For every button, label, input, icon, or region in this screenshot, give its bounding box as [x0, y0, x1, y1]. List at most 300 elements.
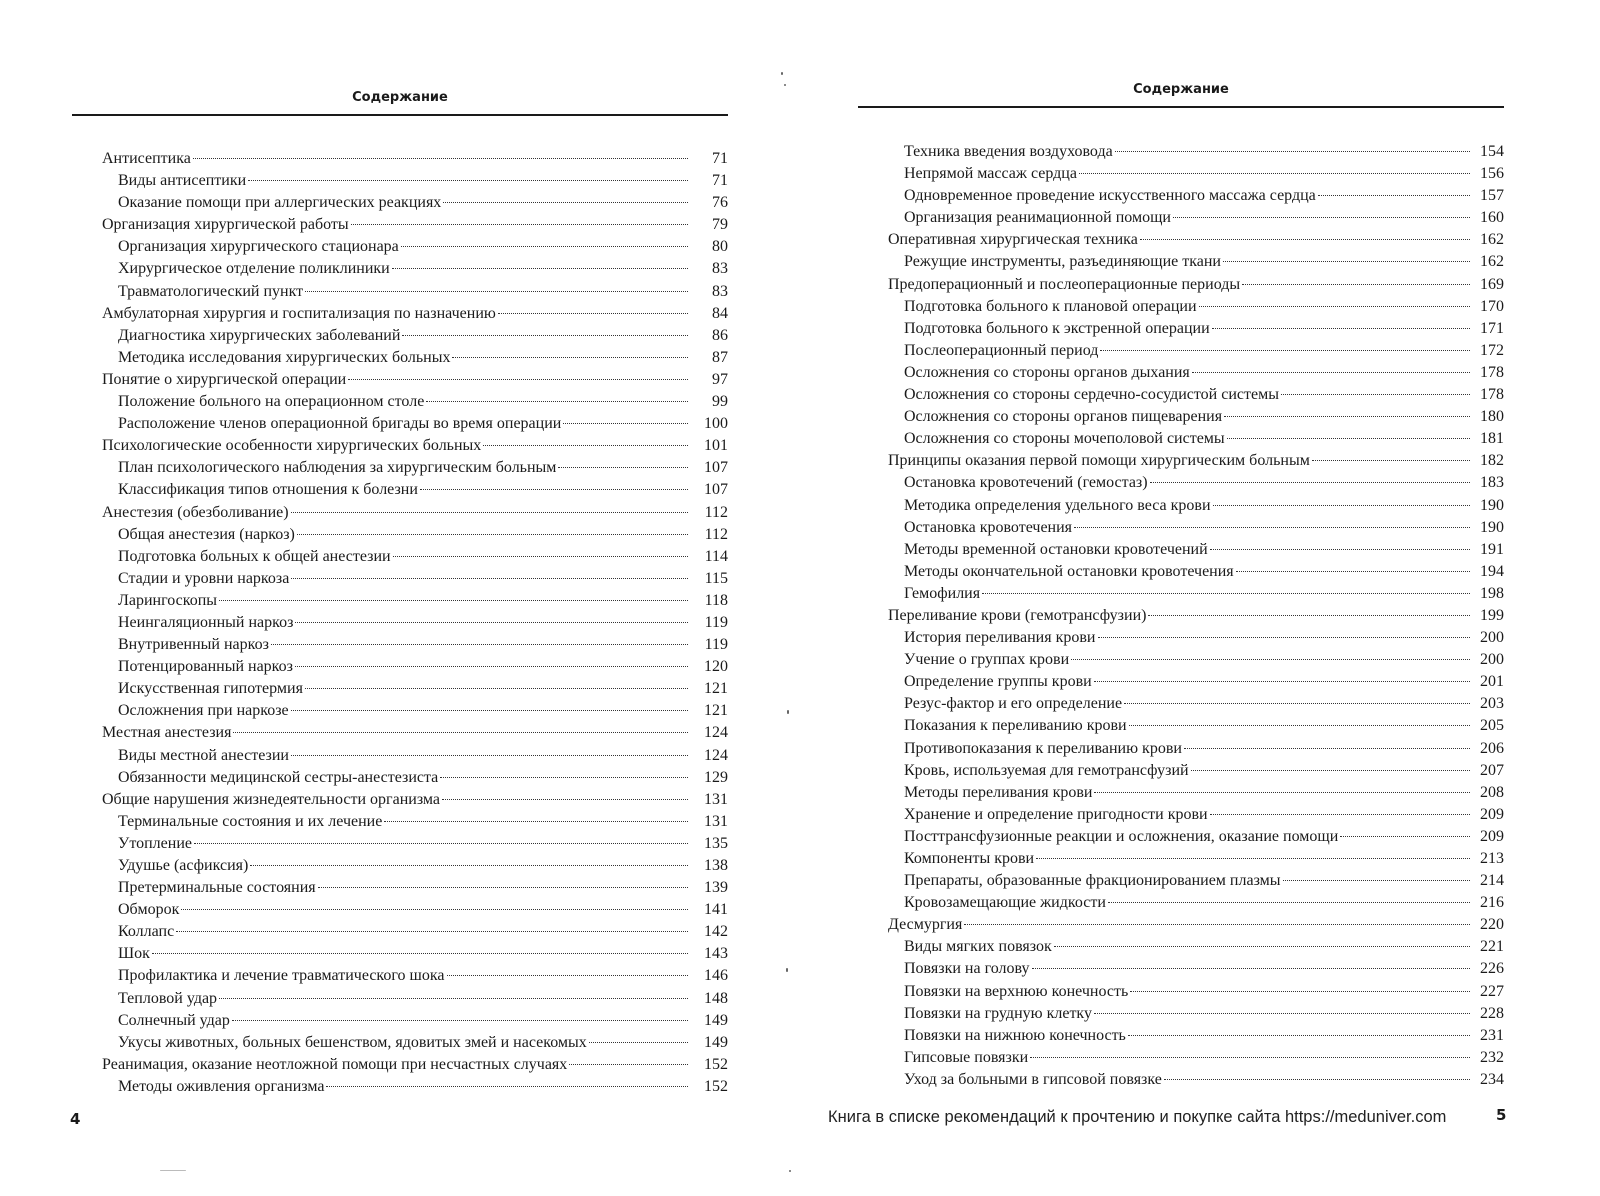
dot-leader [193, 158, 688, 159]
entry-title: Организация хирургического стационара [118, 238, 399, 256]
toc-subsection-entry [858, 406, 1504, 428]
entry-title: Оказание помощи при аллергических реакциях [118, 194, 442, 212]
dot-leader [297, 534, 688, 535]
dot-leader [181, 909, 688, 910]
toc-subsection-entry [72, 568, 728, 590]
toc-subsection-entry [72, 700, 728, 722]
toc-subsection-entry [72, 811, 728, 833]
entry-title: Методика определения удельного веса крови [904, 496, 1211, 514]
toc-subsection-entry [858, 185, 1504, 207]
toc-subsection-entry [858, 1025, 1504, 1047]
scan-speck [781, 72, 783, 75]
toc-subsection-entry [72, 347, 728, 369]
toc-subsection-entry [858, 693, 1504, 715]
entry-page-number: 203 [1480, 695, 1504, 713]
dot-leader [483, 445, 688, 446]
entry-title: Обязанности медицинской сестры-анестезиста [118, 768, 439, 786]
dot-leader [1071, 659, 1470, 660]
entry-page-number: 112 [704, 525, 728, 543]
entry-title: Резус-фактор и его определение [904, 695, 1123, 713]
toc-subsection-entry [72, 281, 728, 303]
dot-leader [401, 246, 688, 247]
entry-title: Посттрансфузионные реакции и осложнения, оказание помощи [904, 827, 1339, 845]
scan-speck [786, 968, 788, 972]
entry-title: Препараты, образованные фракционированием плазмы [904, 872, 1281, 890]
entry-title: Гипсовые повязки [904, 1048, 1029, 1066]
dot-leader [443, 202, 688, 203]
entry-page-number: 86 [712, 326, 728, 344]
entry-page-number: 205 [1480, 717, 1504, 735]
entry-title: Осложнения со стороны мочеполовой системы [904, 430, 1225, 448]
toc-subsection-entry [858, 1003, 1504, 1025]
toc-subsection-entry [858, 207, 1504, 229]
dot-leader [440, 777, 688, 778]
entry-page-number: 190 [1480, 518, 1504, 536]
entry-page-number: 214 [1480, 872, 1504, 890]
entry-page-number: 121 [704, 680, 728, 698]
entry-page-number: 221 [1480, 938, 1504, 956]
entry-title: Коллапс [118, 923, 175, 941]
toc-section-entry [72, 435, 728, 457]
entry-title: Методы окончательной остановки кровотечения [904, 562, 1234, 580]
toc-subsection-entry [72, 656, 728, 678]
toc-subsection-entry [72, 391, 728, 413]
toc-subsection-entry [72, 325, 728, 347]
toc-subsection-entry [858, 1047, 1504, 1069]
entry-page-number: 152 [704, 1077, 728, 1095]
entry-page-number: 180 [1480, 408, 1504, 426]
toc-subsection-entry [858, 782, 1504, 804]
toc-subsection-entry [72, 855, 728, 877]
entry-title: Местная анестезия [102, 724, 232, 742]
entry-page-number: 141 [704, 901, 728, 919]
toc-subsection-entry [72, 1010, 728, 1032]
entry-page-number: 201 [1480, 673, 1504, 691]
entry-title: Профилактика и лечение травматического шока [118, 967, 445, 985]
entry-title: Положение больного на операционном столе [118, 393, 425, 411]
entry-title: Солнечный удар [118, 1011, 230, 1029]
entry-page-number: 178 [1480, 363, 1504, 381]
toc-section-entry [858, 914, 1504, 936]
toc-subsection-entry [72, 612, 728, 634]
entry-page-number: 162 [1480, 231, 1504, 249]
entry-page-number: 71 [712, 150, 728, 167]
entry-page-number: 101 [704, 437, 728, 455]
entry-title: Кровозамещающие жидкости [904, 894, 1106, 912]
dot-leader [348, 379, 688, 380]
dot-leader [1108, 902, 1470, 903]
entry-page-number: 170 [1480, 297, 1504, 315]
dot-leader [1164, 1079, 1470, 1080]
entry-page-number: 182 [1480, 452, 1504, 470]
dot-leader [1191, 770, 1470, 771]
toc-subsection-entry [858, 627, 1504, 649]
dot-leader [232, 1020, 688, 1021]
entry-title: Определение группы крови [904, 673, 1092, 691]
entry-title: Уход за больными в гипсовой повязке [904, 1070, 1162, 1088]
entry-page-number: 84 [712, 304, 728, 322]
toc-section-entry [72, 303, 728, 325]
entry-title: История переливания крови [904, 629, 1096, 647]
entry-title: Осложнения со стороны органов пищеварения [904, 408, 1223, 426]
entry-page-number: 115 [704, 569, 728, 587]
toc-section-entry [72, 148, 728, 170]
dot-leader [1210, 549, 1470, 550]
toc-subsection-entry [858, 472, 1504, 494]
entry-title: Общие нарушения жизнедеятельности организма [102, 790, 441, 808]
toc-section-entry [72, 369, 728, 391]
dot-leader [295, 666, 688, 667]
scan-speck [784, 84, 786, 86]
entry-title: Неингаляционный наркоз [118, 613, 294, 631]
entry-title: Предоперационный и послеоперационные периоды [888, 275, 1241, 293]
toc-subsection-entry [858, 981, 1504, 1003]
entry-page-number: 208 [1480, 783, 1504, 801]
entry-title: Ларингоскопы [118, 591, 218, 609]
dot-leader [1036, 858, 1470, 859]
dot-leader [326, 1086, 688, 1087]
dot-leader [1124, 703, 1470, 704]
entry-page-number: 178 [1480, 386, 1504, 404]
dot-leader [1130, 991, 1470, 992]
entry-page-number: 149 [704, 1033, 728, 1051]
dot-leader [1030, 1057, 1470, 1058]
footer-note: Книга в списке рекомендаций к прочтению и покупке сайта https://meduniver.com [828, 1108, 1447, 1126]
entry-page-number: 181 [1480, 430, 1504, 448]
dot-leader [1150, 482, 1470, 483]
toc-subsection-entry [858, 848, 1504, 870]
page-number-left: 4 [70, 1110, 81, 1128]
entry-page-number: 152 [704, 1055, 728, 1073]
entry-page-number: 216 [1480, 894, 1504, 912]
toc-subsection-entry [72, 258, 728, 280]
dot-leader [1312, 460, 1470, 461]
dot-leader [1242, 284, 1470, 285]
dot-leader [1227, 438, 1470, 439]
toc-subsection-entry [72, 413, 728, 435]
entry-page-number: 76 [712, 194, 728, 212]
dot-leader [447, 975, 689, 976]
entry-page-number: 83 [712, 260, 728, 278]
entry-title: Гемофилия [904, 584, 981, 602]
table-of-contents [72, 148, 728, 1098]
entry-page-number: 226 [1480, 960, 1504, 978]
entry-title: Учение о группах крови [904, 651, 1070, 669]
entry-title: Стадии и уровни наркоза [118, 569, 290, 587]
dot-leader [452, 357, 688, 358]
toc-section-entry [72, 214, 728, 236]
dot-leader [1224, 416, 1470, 417]
dot-leader [442, 799, 688, 800]
entry-title: Осложнения со стороны сердечно-сосудистой системы [904, 386, 1279, 404]
entry-title: Послеоперационный период [904, 341, 1099, 359]
dot-leader [176, 931, 688, 932]
dot-leader [1094, 1013, 1470, 1014]
entry-page-number: 87 [712, 348, 728, 366]
entry-page-number: 160 [1480, 209, 1504, 227]
entry-title: Техника введения воздуховода [904, 143, 1113, 160]
dot-leader [1199, 306, 1470, 307]
entry-title: Виды мягких повязок [904, 938, 1052, 956]
entry-page-number: 156 [1480, 165, 1504, 183]
dot-leader [291, 710, 688, 711]
entry-title: Кровь, используемая для гемотрансфузий [904, 761, 1189, 779]
dot-leader [964, 924, 1470, 925]
entry-page-number: 107 [704, 459, 728, 477]
header-rule [858, 106, 1504, 108]
entry-page-number: 124 [704, 724, 728, 742]
toc-section-entry [72, 789, 728, 811]
entry-title: Классификация типов отношения к болезни [118, 481, 418, 499]
toc-subsection-entry [858, 649, 1504, 671]
entry-title: Амбулаторная хирургия и госпитализация по назначению [102, 304, 496, 322]
entry-page-number: 162 [1480, 253, 1504, 271]
dot-leader [291, 578, 688, 579]
page-header: Содержание [352, 90, 448, 105]
toc-subsection-entry [72, 634, 728, 656]
dot-leader [250, 865, 688, 866]
dot-leader [1340, 836, 1470, 837]
entry-page-number: 79 [712, 216, 728, 234]
entry-page-number: 148 [704, 989, 728, 1007]
dot-leader [1100, 350, 1470, 351]
toc-subsection-entry [858, 340, 1504, 362]
entry-title: Подготовка больного к плановой операции [904, 297, 1197, 315]
entry-title: Травматологический пункт [118, 282, 304, 300]
toc-subsection-entry [72, 524, 728, 546]
toc-subsection-entry [72, 590, 728, 612]
entry-page-number: 129 [704, 768, 728, 786]
toc-subsection-entry [72, 192, 728, 214]
entry-page-number: 157 [1480, 187, 1504, 205]
entry-page-number: 114 [704, 547, 728, 565]
toc-subsection-entry [858, 561, 1504, 583]
page-header: Содержание [1133, 82, 1229, 97]
entry-title: Расположение членов операционной бригады во время операции [118, 415, 562, 433]
entry-title: Тепловой удар [118, 989, 218, 1007]
dot-leader [498, 313, 688, 314]
toc-subsection-entry [858, 760, 1504, 782]
entry-page-number: 232 [1480, 1048, 1504, 1066]
entry-title: Виды антисептики [118, 172, 247, 190]
entry-page-number: 139 [704, 879, 728, 897]
entry-title: Хирургическое отделение поликлиники [118, 260, 390, 278]
dot-leader [233, 732, 688, 733]
entry-title: Методы оживления организма [118, 1077, 325, 1095]
entry-page-number: 234 [1480, 1070, 1504, 1088]
dot-leader [1213, 505, 1470, 506]
dot-leader [1079, 173, 1470, 174]
toc-subsection-entry [858, 384, 1504, 406]
entry-title: Одновременное проведение искусственного массажа сердца [904, 187, 1316, 205]
entry-page-number: 119 [704, 613, 728, 631]
entry-page-number: 154 [1480, 143, 1504, 160]
dot-leader [291, 512, 688, 513]
entry-page-number: 209 [1480, 805, 1504, 823]
toc-subsection-entry [858, 738, 1504, 760]
toc-subsection-entry [858, 583, 1504, 605]
entry-title: Осложнения со стороны органов дыхания [904, 363, 1190, 381]
dot-leader [1223, 261, 1470, 262]
entry-title: Непрямой массаж сердца [904, 165, 1077, 183]
entry-title: Остановка кровотечений (гемостаз) [904, 474, 1148, 492]
dot-leader [569, 1064, 688, 1065]
entry-page-number: 231 [1480, 1026, 1504, 1044]
entry-title: Оперативная хирургическая техника [888, 231, 1138, 249]
entry-title: Потенцированный наркоз [118, 658, 293, 676]
toc-subsection-entry [72, 899, 728, 921]
entry-page-number: 121 [704, 702, 728, 720]
entry-title: Подготовка больного к экстренной операции [904, 319, 1210, 337]
dot-leader [1128, 1035, 1470, 1036]
toc-section-entry [72, 1054, 728, 1076]
entry-title: Анестезия (обезболивание) [102, 503, 289, 521]
entry-page-number: 198 [1480, 584, 1504, 602]
dot-leader [1115, 151, 1470, 152]
toc-subsection-entry [858, 318, 1504, 340]
toc-subsection-entry [72, 457, 728, 479]
entry-page-number: 107 [704, 481, 728, 499]
entry-title: Организация реанимационной помощи [904, 209, 1171, 227]
toc-subsection-entry [858, 428, 1504, 450]
dot-leader [402, 335, 688, 336]
toc-subsection-entry [72, 236, 728, 258]
dot-leader [1140, 239, 1470, 240]
dot-leader [271, 644, 688, 645]
entry-page-number: 171 [1480, 319, 1504, 337]
toc-subsection-entry [72, 943, 728, 965]
entry-page-number: 138 [704, 857, 728, 874]
entry-title: Удушье (асфиксия) [118, 857, 249, 874]
dot-leader [393, 556, 688, 557]
entry-title: Обморок [118, 901, 180, 919]
entry-title: Принципы оказания первой помощи хирургическим больным [888, 452, 1310, 470]
toc-subsection-entry [858, 870, 1504, 892]
toc-subsection-entry [72, 479, 728, 501]
entry-page-number: 120 [704, 658, 728, 676]
dot-leader [219, 998, 688, 999]
dot-leader [1236, 571, 1470, 572]
entry-page-number: 97 [712, 370, 728, 388]
entry-title: Внутривенный наркоз [118, 636, 269, 654]
dot-leader [152, 953, 688, 954]
toc-subsection-entry [858, 141, 1504, 163]
toc-subsection-entry [72, 678, 728, 700]
entry-title: Организация хирургической работы [102, 216, 349, 234]
entry-title: Виды местной анестезии [118, 746, 289, 764]
entry-page-number: 207 [1480, 761, 1504, 779]
toc-subsection-entry [858, 804, 1504, 826]
entry-page-number: 118 [704, 591, 728, 609]
entry-page-number: 112 [704, 503, 728, 521]
toc-subsection-entry [72, 1032, 728, 1054]
dot-leader [420, 489, 688, 490]
scan-speck [789, 1170, 791, 1172]
entry-title: Остановка кровотечения [904, 518, 1073, 536]
toc-subsection-entry [72, 767, 728, 789]
dot-leader [1318, 195, 1470, 196]
toc-section-entry [858, 450, 1504, 472]
dot-leader [1281, 394, 1470, 395]
page-number-right: 5 [1496, 1106, 1507, 1124]
header-rule [72, 114, 728, 116]
dot-leader [982, 593, 1470, 594]
dot-leader [1054, 946, 1470, 947]
entry-title: Укусы животных, больных бешенством, ядовитых змей и насекомых [118, 1033, 587, 1051]
entry-page-number: 228 [1480, 1004, 1504, 1022]
entry-title: Претерминальные состояния [118, 879, 316, 897]
entry-page-number: 183 [1480, 474, 1504, 492]
toc-subsection-entry [858, 163, 1504, 185]
toc-subsection-entry [858, 892, 1504, 914]
entry-title: Терминальные состояния и их лечение [118, 812, 383, 830]
dot-leader [1192, 372, 1470, 373]
toc-subsection-entry [72, 1076, 728, 1098]
dot-leader [1074, 527, 1470, 528]
entry-title: Утопление [118, 834, 192, 852]
entry-title: Антисептика [102, 150, 191, 167]
dot-leader [1184, 748, 1470, 749]
entry-page-number: 124 [704, 746, 728, 764]
dot-leader [194, 843, 688, 844]
entry-title: Противопоказания к переливанию крови [904, 739, 1182, 757]
entry-title: Понятие о хирургической операции [102, 370, 347, 388]
entry-title: Компоненты крови [904, 850, 1035, 867]
toc-subsection-entry [72, 745, 728, 767]
toc-subsection-entry [72, 833, 728, 855]
entry-title: Хранение и определение пригодности крови [904, 805, 1208, 823]
dot-leader [1098, 637, 1471, 638]
dot-leader [392, 268, 688, 269]
entry-title: Подготовка больных к общей анестезии [118, 547, 391, 565]
toc-subsection-entry [858, 539, 1504, 561]
entry-page-number: 206 [1480, 739, 1504, 757]
entry-page-number: 227 [1480, 982, 1504, 1000]
dot-leader [1129, 725, 1470, 726]
toc-section-entry [858, 274, 1504, 296]
toc-section-entry [858, 229, 1504, 251]
entry-page-number: 169 [1480, 275, 1504, 293]
entry-title: Психологические особенности хирургических больных [102, 437, 482, 455]
entry-page-number: 100 [704, 415, 728, 433]
toc-subsection-entry [72, 988, 728, 1010]
entry-page-number: 194 [1480, 562, 1504, 580]
entry-title: Повязки на верхнюю конечность [904, 982, 1129, 1000]
toc-subsection-entry [858, 671, 1504, 693]
entry-page-number: 99 [712, 393, 728, 411]
dot-leader [384, 821, 688, 822]
toc-subsection-entry [858, 826, 1504, 848]
dot-leader [318, 887, 688, 888]
entry-title: Повязки на грудную клетку [904, 1004, 1092, 1022]
toc-subsection-entry [72, 170, 728, 192]
entry-page-number: 131 [704, 812, 728, 830]
entry-page-number: 143 [704, 945, 728, 963]
toc-subsection-entry [72, 546, 728, 568]
entry-page-number: 135 [704, 834, 728, 852]
scan-speck [160, 1170, 186, 1171]
entry-title: Показания к переливанию крови [904, 717, 1127, 735]
dot-leader [426, 401, 688, 402]
toc-subsection-entry [858, 296, 1504, 318]
entry-title: Режущие инструменты, разъединяющие ткани [904, 253, 1221, 271]
entry-title: Методы переливания крови [904, 783, 1093, 801]
entry-page-number: 200 [1480, 629, 1504, 647]
entry-page-number: 146 [704, 967, 728, 985]
entry-title: Десмургия [888, 916, 963, 934]
toc-subsection-entry [858, 715, 1504, 737]
dot-leader [248, 180, 688, 181]
